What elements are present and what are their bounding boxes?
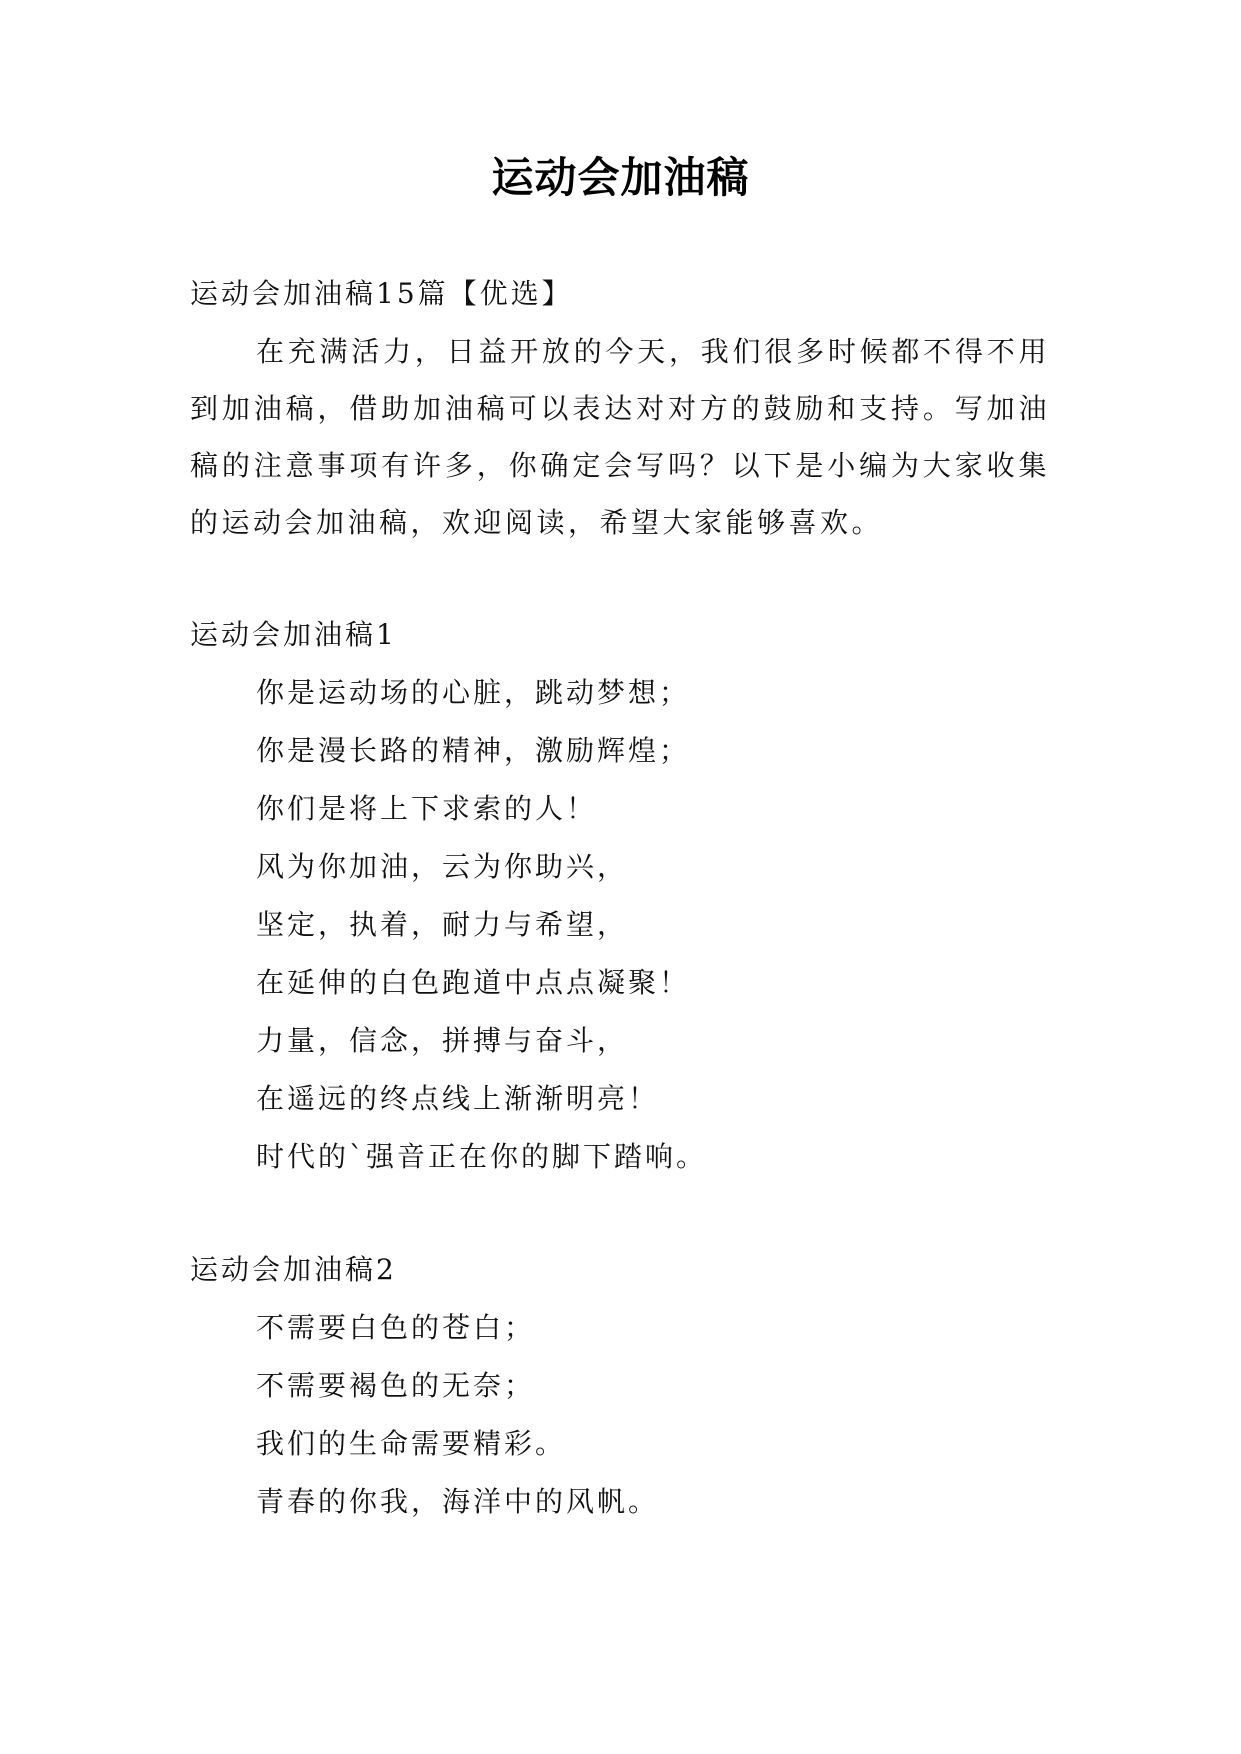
poem-line: 你们是将上下求索的人！ [256, 792, 598, 825]
poem-line: 在延伸的白色跑道中点点凝聚！ [256, 966, 691, 999]
intro-paragraph: 在充满活力，日益开放的今天，我们很多时候都不得不用到加油稿，借助加油稿可以表达对对方的鼓励和支持。写加油稿的注意事项有许多，你确定会写吗？以下是小编为大家收集的运动会加油稿，欢迎阅读，希望大家能够喜欢。 [190, 335, 1050, 539]
poem-line: 你是运动场的心脏，跳动梦想； [256, 676, 691, 709]
section-spacer [190, 1186, 1050, 1241]
poem-line: 青春的你我，海洋中的风帆。 [256, 1485, 660, 1518]
section-heading: 运动会加油稿1 [190, 618, 397, 651]
poem-line: 我们的生命需要精彩。 [256, 1427, 567, 1460]
document-body [190, 265, 1050, 1531]
poem-line: 风为你加油，云为你助兴， [256, 850, 629, 883]
document-subtitle: 运动会加油稿15篇【优选】 [190, 277, 573, 310]
poem-line: 不需要白色的苍白； [256, 1311, 536, 1344]
poem-line: 力量，信念，拼搏与奋斗， [256, 1024, 629, 1057]
poem-line: 你是漫长路的精神，激励辉煌； [256, 734, 691, 767]
section-spacer [190, 551, 1050, 606]
poem-line: 坚定，执着，耐力与希望， [256, 908, 629, 941]
section-heading: 运动会加油稿2 [190, 1253, 397, 1286]
poem-line: 在遥远的终点线上渐渐明亮！ [256, 1082, 660, 1115]
poem-line: 不需要褐色的无奈； [256, 1369, 536, 1402]
poem-line: 时代的`强音正在你的脚下踏响。 [256, 1140, 708, 1173]
document-title: 运动会加油稿 [491, 153, 750, 202]
